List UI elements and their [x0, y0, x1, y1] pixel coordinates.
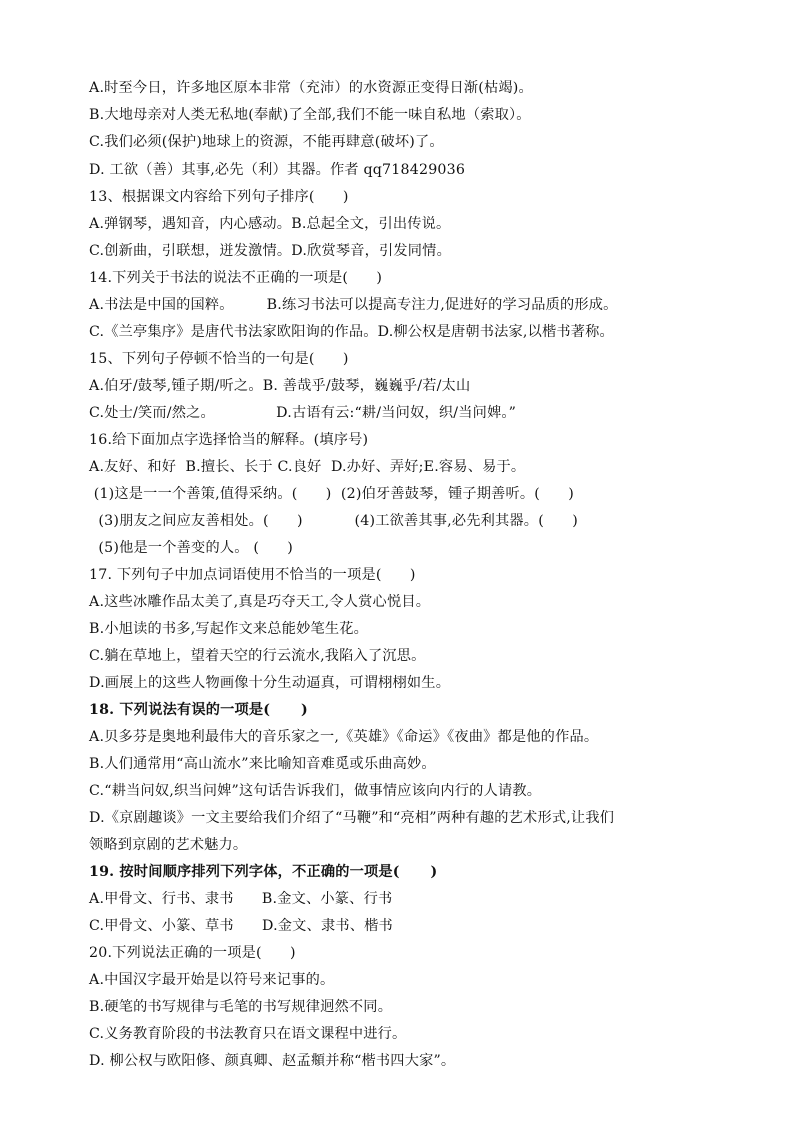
q13-stem: 13、根据课文内容给下列句子排序( )	[89, 189, 349, 205]
q20-option-d: D. 柳公权与欧阳修、颜真卿、赵孟頫并称“楷书四大家”。	[89, 1053, 456, 1069]
q14-stem: 14.下列关于书法的说法不正确的一项是( )	[89, 270, 383, 286]
q18-option-d: D.《京剧趣谈》一文主要给我们介绍了“马鞭”和“亮相”两种有趣的艺术形式,让我们	[89, 810, 615, 826]
q12-option-c: C.我们必须(保护)地球上的资源，不能再肆意(破坏)了。	[89, 134, 444, 150]
q18-option-d-continued: 领略到京剧的艺术魅力。	[89, 837, 248, 853]
q18-stem: 18. 下列说法有误的一项是( )	[89, 702, 308, 718]
q20-option-a: A.中国汉字最开始是以符号来记事的。	[89, 972, 335, 988]
q17-option-d: D.画展上的这些人物画像十分生动逼真，可谓栩栩如生。	[89, 675, 451, 691]
q14-options-cd: C.《兰亭集序》是唐代书法家欧阳询的作品。D.柳公权是唐朝书法家,以楷书著称。	[89, 324, 614, 340]
q16-items-3-4: (3)朋友之间应友善相处。( ) (4)工欲善其事,必先利其器。( )	[89, 513, 578, 529]
q15-options-cd: C.处士/笑而/然之。 D.古语有云:“耕/当问奴，织/当问婢。”	[89, 405, 517, 421]
q12-option-b: B.大地母亲对人类无私地(奉献)了全部,我们不能一味自私地（索取）。	[89, 107, 531, 123]
q16-items-1-2: (1)这是一一个善策,值得采纳。( ) (2)伯牙善鼓琴，锺子期善听。( )	[89, 486, 574, 502]
q17-option-c: C.躺在草地上，望着天空的行云流水,我陷入了沉思。	[89, 648, 426, 664]
q16-item-5: (5)他是一个善变的人。 ( )	[89, 540, 294, 556]
q16-choices: A.友好、和好 B.擅长、长于 C.良好 D.办好、弄好;E.容易、易于。	[89, 459, 526, 475]
q15-options-ab: A.伯牙/鼓琴,锺子期/听之。B. 善哉乎/鼓琴，巍巍乎/若/太山	[89, 378, 471, 394]
q13-options-cd: C.创新曲，引联想，迸发激情。D.欣赏琴音，引发同情。	[89, 243, 451, 259]
q18-option-b: B.人们通常用“高山流水”来比喻知音难觅或乐曲高妙。	[89, 756, 436, 772]
q19-stem: 19. 按时间顺序排列下列字体，不正确的一项是( )	[89, 864, 438, 880]
q20-stem: 20.下列说法正确的一项是( )	[89, 945, 296, 961]
q15-stem: 15、下列句子停顿不恰当的一句是( )	[89, 351, 349, 367]
q19-options-ab: A.甲骨文、行书、隶书 B.金文、小篆、行书	[89, 891, 393, 907]
q12-option-a: A.时至今日，许多地区原本非常（充沛）的水资源正变得日渐(枯竭)。	[89, 80, 533, 96]
q19-options-cd: C.甲骨文、小篆、草书 D.金文、隶书、楷书	[89, 918, 393, 934]
q17-stem: 17. 下列句子中加点词语使用不恰当的一项是( )	[89, 567, 416, 583]
q17-option-a: A.这些冰雕作品太美了,真是巧夺天工,令人赏心悦目。	[89, 594, 431, 610]
q17-option-b: B.小旭读的书多,写起作文来总能妙笔生花。	[89, 621, 369, 637]
q18-option-a: A.贝多芬是奥地利最伟大的音乐家之一,《英雄》《命运》《夜曲》都是他的作品。	[89, 729, 599, 745]
q18-option-c: C.“耕当问奴,织当问婢”这句话告诉我们，做事情应该向内行的人请教。	[89, 783, 542, 799]
q20-option-c: C.义务教育阶段的书法教育只在语文课程中进行。	[89, 1026, 407, 1042]
q12-option-d: D. 工欲（善）其事,必先（利）其器。作者 qq718429036	[89, 162, 466, 178]
q14-options-ab: A.书法是中国的国粹。 B.练习书法可以提高专注力,促进好的学习品质的形成。	[89, 297, 618, 313]
q16-stem: 16.给下面加点字选择恰当的解释。(填序号)	[89, 432, 369, 448]
q20-option-b: B.硬笔的书写规律与毛笔的书写规律迥然不同。	[89, 999, 393, 1015]
q13-options-ab: A.弹钢琴，遇知音，内心感动。B.总起全文，引出传说。	[89, 216, 451, 232]
